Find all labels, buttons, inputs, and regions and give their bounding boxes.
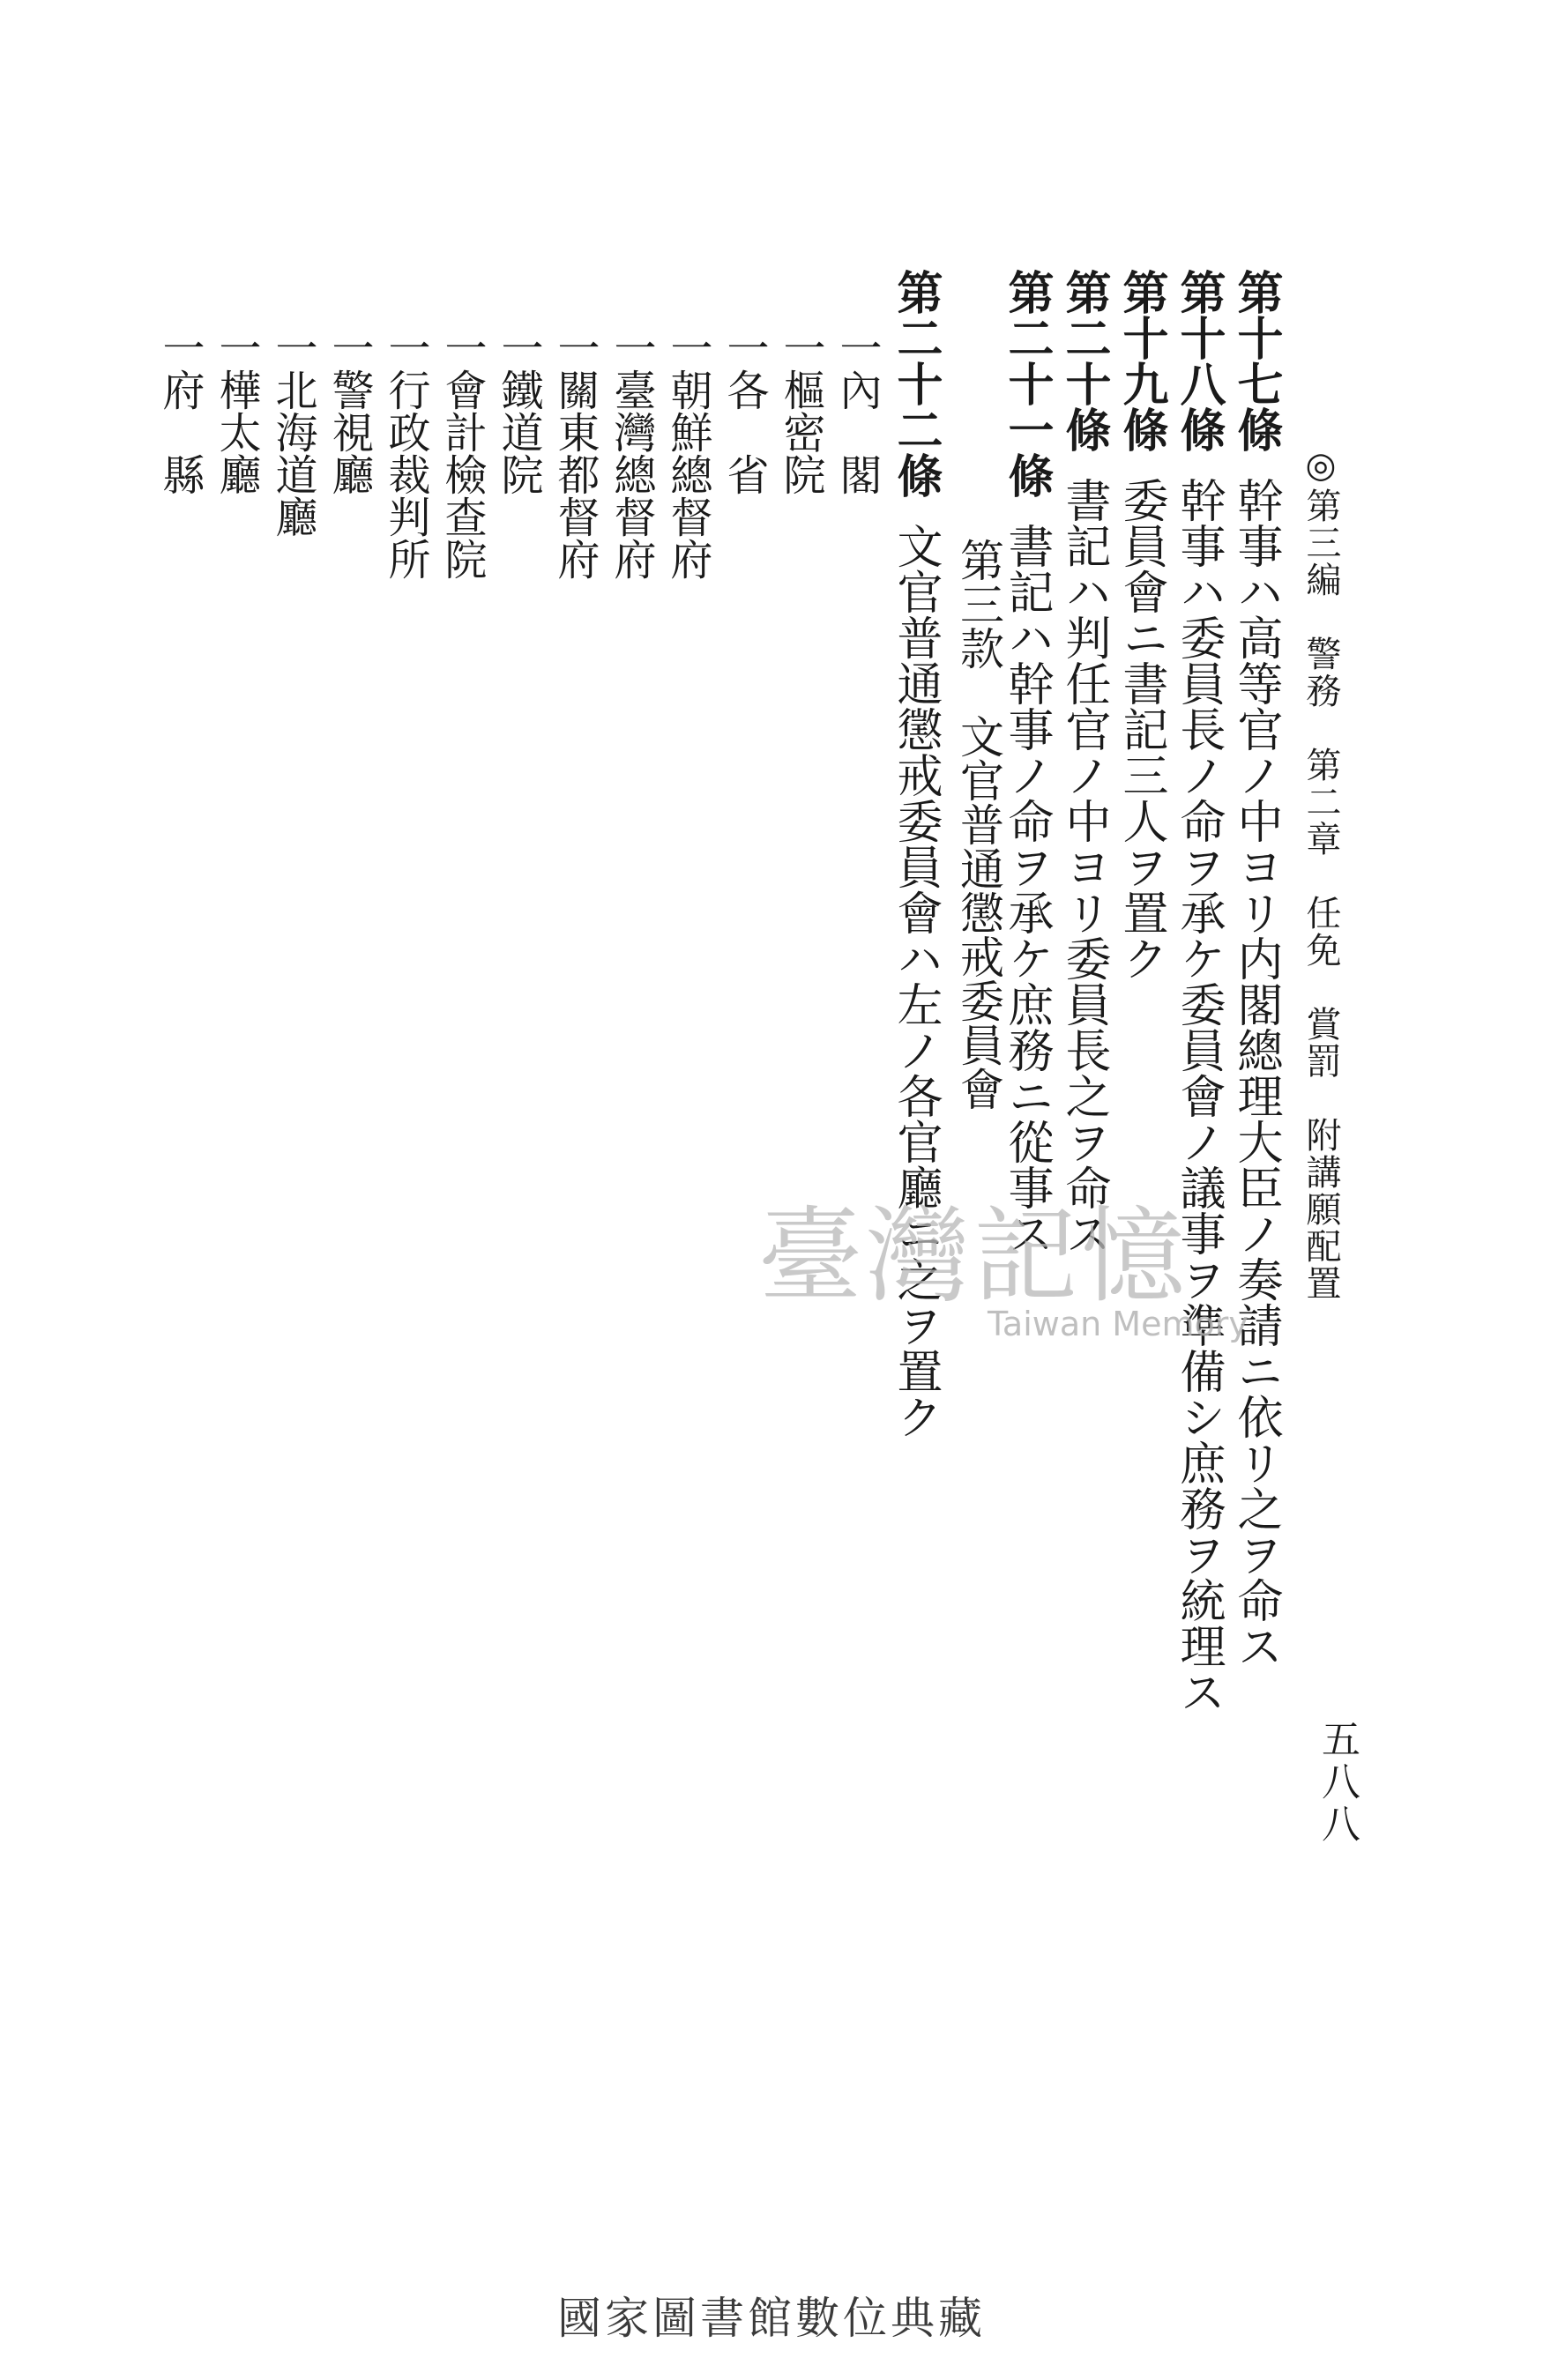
list-item: 一朝鮮總督府 bbox=[663, 326, 712, 580]
list-item: 一樞密院 bbox=[776, 326, 825, 495]
article-17 bbox=[1229, 269, 1283, 1669]
article-20 bbox=[1057, 269, 1111, 1256]
list-item: 一行政裁判所 bbox=[381, 326, 430, 580]
article-text: 書記ハ幹事ノ命ヲ承ケ庶務ニ從事ス bbox=[1000, 523, 1053, 1256]
article-label: 第十九條 bbox=[1114, 269, 1168, 452]
list-item: 一各 省 bbox=[719, 326, 769, 495]
list-item: 一府 縣 bbox=[155, 326, 205, 495]
list-item: 一警視廳 bbox=[324, 326, 374, 495]
article-text: 文官普通懲戒委員會ハ左ノ各官廳ニ之ヲ置ク bbox=[889, 523, 942, 1439]
article-19 bbox=[1114, 269, 1168, 981]
page-number: 五八八 bbox=[1315, 1719, 1360, 1846]
list-item: 一會計檢查院 bbox=[437, 326, 487, 580]
section-heading: 第三款 文官普通懲戒委員會 bbox=[953, 538, 1004, 1111]
list-item: 一關東都督府 bbox=[550, 326, 600, 580]
watermark-subtext: Taiwan Memory bbox=[988, 1305, 1249, 1343]
article-label: 第二十條 bbox=[1057, 269, 1111, 452]
footer-credit: 國家圖書館數位典藏 bbox=[557, 2293, 986, 2344]
list-item: 一鐵道院 bbox=[494, 326, 543, 495]
list-item: 一北海道廳 bbox=[268, 326, 317, 538]
list-item: 一樺太廳 bbox=[212, 326, 261, 495]
article-text: 書記ハ判任官ノ中ヨリ委員長之ヲ命ス bbox=[1057, 477, 1110, 1256]
list-item: 一內 閣 bbox=[832, 326, 882, 495]
article-text: 委員會ニ書記三人ヲ置ク bbox=[1114, 477, 1167, 981]
running-header: ◎第三編 警務 第二章 任免 賞罰 附講願配置 bbox=[1301, 445, 1341, 1302]
watermark-logo: 臺灣記憶 bbox=[758, 1195, 1189, 1317]
article-label: 第二十二條 bbox=[889, 269, 943, 498]
article-21 bbox=[1000, 269, 1054, 1256]
article-label: 第十八條 bbox=[1172, 269, 1226, 452]
list-item: 一臺灣總督府 bbox=[607, 326, 656, 580]
article-label: 第二十一條 bbox=[1000, 269, 1054, 498]
article-18 bbox=[1172, 269, 1226, 1714]
article-text: 幹事ハ委員長ノ命ヲ承ケ委員會ノ議事ヲ準備シ庶務ヲ統理ス bbox=[1172, 477, 1225, 1714]
article-text: 幹事ハ高等官ノ中ヨリ内閣總理大臣ノ奏請ニ依リ之ヲ命ス bbox=[1229, 477, 1282, 1669]
article-label: 第十七條 bbox=[1229, 269, 1283, 452]
